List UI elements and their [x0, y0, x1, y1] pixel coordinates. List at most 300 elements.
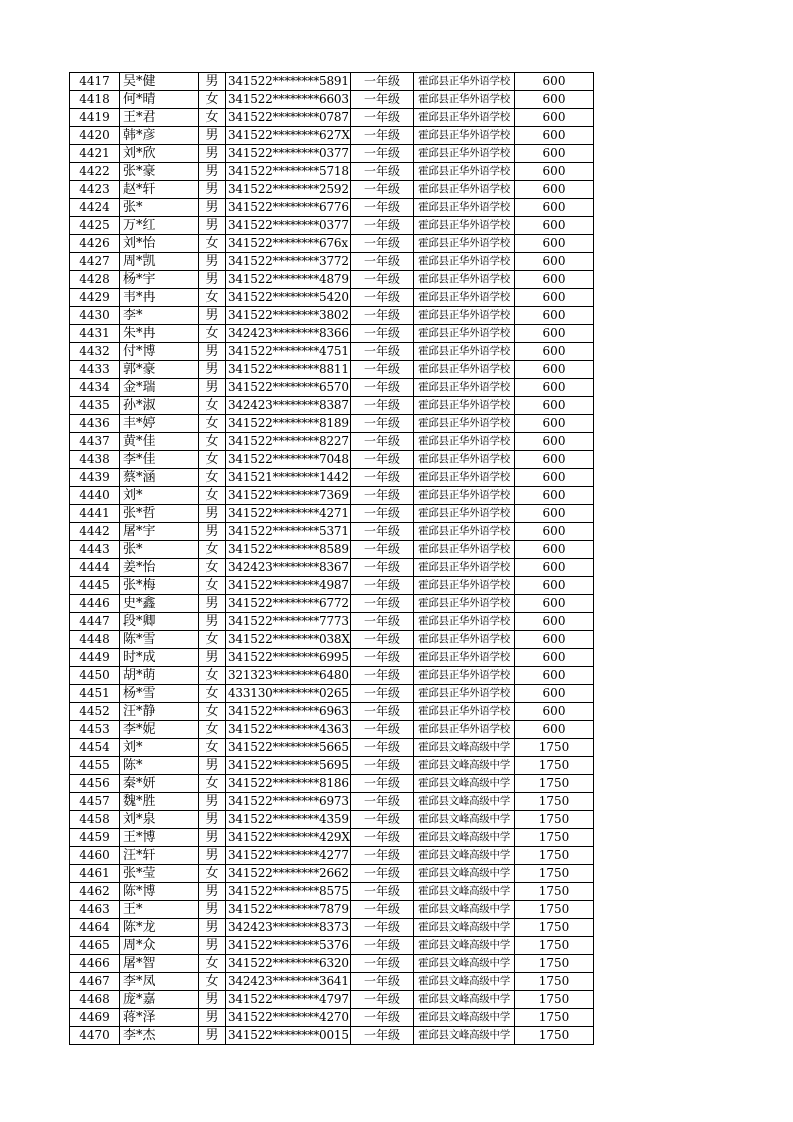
student-name-cell: 史*鑫 — [120, 595, 199, 613]
student-name-cell: 姜*怡 — [120, 559, 199, 577]
grade-cell: 一年级 — [351, 523, 414, 541]
row-number-cell: 4456 — [70, 775, 120, 793]
school-name-cell: 霍邱县正华外语学校 — [414, 523, 515, 541]
student-name-cell: 张*梅 — [120, 577, 199, 595]
gender-cell: 男 — [199, 163, 226, 181]
id-number-cell: 341522********8811 — [226, 361, 351, 379]
subsidy-amount-cell: 600 — [515, 91, 594, 109]
grade-cell: 一年级 — [351, 379, 414, 397]
grade-cell: 一年级 — [351, 235, 414, 253]
id-number-cell: 341522********5891 — [226, 73, 351, 91]
subsidy-amount-cell: 600 — [515, 73, 594, 91]
id-number-cell: 341522********2662 — [226, 865, 351, 883]
grade-cell: 一年级 — [351, 973, 414, 991]
subsidy-amount-cell: 1750 — [515, 955, 594, 973]
table-row — [70, 577, 594, 595]
gender-cell: 男 — [199, 829, 226, 847]
id-number-cell: 341522********5376 — [226, 937, 351, 955]
grade-cell: 一年级 — [351, 901, 414, 919]
table-row — [70, 109, 594, 127]
gender-cell: 女 — [199, 451, 226, 469]
grade-cell: 一年级 — [351, 919, 414, 937]
school-name-cell: 霍邱县正华外语学校 — [414, 379, 515, 397]
id-number-cell: 341522********4277 — [226, 847, 351, 865]
grade-cell: 一年级 — [351, 487, 414, 505]
subsidy-amount-cell: 600 — [515, 379, 594, 397]
table-row — [70, 361, 594, 379]
gender-cell: 男 — [199, 307, 226, 325]
row-number-cell: 4470 — [70, 1027, 120, 1045]
grade-cell: 一年级 — [351, 937, 414, 955]
id-number-cell: 341522********8227 — [226, 433, 351, 451]
table-row — [70, 613, 594, 631]
table-row — [70, 541, 594, 559]
subsidy-amount-cell: 600 — [515, 145, 594, 163]
id-number-cell: 341522********8575 — [226, 883, 351, 901]
id-number-cell: 341522********0787 — [226, 109, 351, 127]
grade-cell: 一年级 — [351, 199, 414, 217]
table-row — [70, 973, 594, 991]
student-name-cell: 秦*妍 — [120, 775, 199, 793]
grade-cell: 一年级 — [351, 649, 414, 667]
row-number-cell: 4450 — [70, 667, 120, 685]
row-number-cell: 4459 — [70, 829, 120, 847]
subsidy-amount-cell: 1750 — [515, 847, 594, 865]
row-number-cell: 4449 — [70, 649, 120, 667]
table-row — [70, 379, 594, 397]
id-number-cell: 341522********6570 — [226, 379, 351, 397]
student-name-cell: 屠*智 — [120, 955, 199, 973]
student-name-cell: 蒋*泽 — [120, 1009, 199, 1027]
grade-cell: 一年级 — [351, 343, 414, 361]
school-name-cell: 霍邱县正华外语学校 — [414, 307, 515, 325]
row-number-cell: 4463 — [70, 901, 120, 919]
id-number-cell: 341522********676x — [226, 235, 351, 253]
student-name-cell: 赵*轩 — [120, 181, 199, 199]
table-row — [70, 631, 594, 649]
student-name-cell: 蔡*涵 — [120, 469, 199, 487]
student-name-cell: 吴*健 — [120, 73, 199, 91]
school-name-cell: 霍邱县正华外语学校 — [414, 415, 515, 433]
subsidy-amount-cell: 600 — [515, 307, 594, 325]
grade-cell: 一年级 — [351, 883, 414, 901]
id-number-cell: 341522********4751 — [226, 343, 351, 361]
student-name-cell: 王*君 — [120, 109, 199, 127]
gender-cell: 女 — [199, 397, 226, 415]
student-name-cell: 黄*佳 — [120, 433, 199, 451]
table-row — [70, 739, 594, 757]
id-number-cell: 341522********4879 — [226, 271, 351, 289]
table-row — [70, 505, 594, 523]
table-row — [70, 523, 594, 541]
subsidy-amount-cell: 600 — [515, 469, 594, 487]
table-row — [70, 649, 594, 667]
school-name-cell: 霍邱县文峰高级中学 — [414, 811, 515, 829]
subsidy-amount-cell: 600 — [515, 235, 594, 253]
id-number-cell: 341522********6320 — [226, 955, 351, 973]
subsidy-amount-cell: 600 — [515, 667, 594, 685]
gender-cell: 女 — [199, 487, 226, 505]
row-number-cell: 4422 — [70, 163, 120, 181]
grade-cell: 一年级 — [351, 793, 414, 811]
student-name-cell: 李*佳 — [120, 451, 199, 469]
id-number-cell: 341522********3772 — [226, 253, 351, 271]
student-name-cell: 杨*雪 — [120, 685, 199, 703]
school-name-cell: 霍邱县文峰高级中学 — [414, 739, 515, 757]
gender-cell: 女 — [199, 91, 226, 109]
subsidy-amount-cell: 600 — [515, 703, 594, 721]
grade-cell: 一年级 — [351, 541, 414, 559]
id-number-cell: 341522********6776 — [226, 199, 351, 217]
row-number-cell: 4429 — [70, 289, 120, 307]
gender-cell: 男 — [199, 811, 226, 829]
school-name-cell: 霍邱县正华外语学校 — [414, 505, 515, 523]
gender-cell: 男 — [199, 991, 226, 1009]
gender-cell: 女 — [199, 577, 226, 595]
id-number-cell: 341521********1442 — [226, 469, 351, 487]
student-name-cell: 张* — [120, 199, 199, 217]
subsidy-amount-cell: 600 — [515, 253, 594, 271]
student-name-cell: 刘* — [120, 739, 199, 757]
gender-cell: 女 — [199, 289, 226, 307]
subsidy-amount-cell: 1750 — [515, 883, 594, 901]
gender-cell: 女 — [199, 469, 226, 487]
school-name-cell: 霍邱县正华外语学校 — [414, 109, 515, 127]
row-number-cell: 4457 — [70, 793, 120, 811]
table-row — [70, 73, 594, 91]
student-name-cell: 万*红 — [120, 217, 199, 235]
row-number-cell: 4445 — [70, 577, 120, 595]
student-name-cell: 王* — [120, 901, 199, 919]
id-number-cell: 342423********8367 — [226, 559, 351, 577]
student-name-cell: 刘*欣 — [120, 145, 199, 163]
school-name-cell: 霍邱县文峰高级中学 — [414, 973, 515, 991]
school-name-cell: 霍邱县文峰高级中学 — [414, 991, 515, 1009]
table-row — [70, 433, 594, 451]
subsidy-amount-cell: 600 — [515, 613, 594, 631]
subsidy-amount-cell: 600 — [515, 631, 594, 649]
school-name-cell: 霍邱县文峰高级中学 — [414, 937, 515, 955]
table-row — [70, 685, 594, 703]
subsidy-amount-cell: 1750 — [515, 937, 594, 955]
gender-cell: 女 — [199, 109, 226, 127]
subsidy-amount-cell: 600 — [515, 217, 594, 235]
gender-cell: 女 — [199, 739, 226, 757]
grade-cell: 一年级 — [351, 109, 414, 127]
grade-cell: 一年级 — [351, 325, 414, 343]
school-name-cell: 霍邱县正华外语学校 — [414, 541, 515, 559]
subsidy-amount-cell: 1750 — [515, 973, 594, 991]
subsidy-amount-cell: 1750 — [515, 793, 594, 811]
row-number-cell: 4427 — [70, 253, 120, 271]
student-name-cell: 李*杰 — [120, 1027, 199, 1045]
grade-cell: 一年级 — [351, 361, 414, 379]
subsidy-amount-cell: 600 — [515, 433, 594, 451]
id-number-cell: 342423********8387 — [226, 397, 351, 415]
school-name-cell: 霍邱县文峰高级中学 — [414, 829, 515, 847]
table-row — [70, 289, 594, 307]
table-row — [70, 235, 594, 253]
gender-cell: 女 — [199, 631, 226, 649]
subsidy-amount-cell: 600 — [515, 685, 594, 703]
grade-cell: 一年级 — [351, 397, 414, 415]
student-name-cell: 刘*怡 — [120, 235, 199, 253]
subsidy-amount-cell: 600 — [515, 523, 594, 541]
student-name-cell: 韩*彦 — [120, 127, 199, 145]
gender-cell: 女 — [199, 667, 226, 685]
table-row — [70, 199, 594, 217]
table-row — [70, 451, 594, 469]
table-row — [70, 811, 594, 829]
school-name-cell: 霍邱县文峰高级中学 — [414, 1009, 515, 1027]
row-number-cell: 4469 — [70, 1009, 120, 1027]
subsidy-amount-cell: 600 — [515, 487, 594, 505]
row-number-cell: 4447 — [70, 613, 120, 631]
grade-cell: 一年级 — [351, 955, 414, 973]
grade-cell: 一年级 — [351, 307, 414, 325]
id-number-cell: 341522********627X — [226, 127, 351, 145]
row-number-cell: 4466 — [70, 955, 120, 973]
table-row — [70, 487, 594, 505]
row-number-cell: 4423 — [70, 181, 120, 199]
row-number-cell: 4446 — [70, 595, 120, 613]
grade-cell: 一年级 — [351, 595, 414, 613]
row-number-cell: 4430 — [70, 307, 120, 325]
subsidy-amount-cell: 600 — [515, 577, 594, 595]
table-row — [70, 325, 594, 343]
table-row — [70, 1027, 594, 1045]
gender-cell: 女 — [199, 685, 226, 703]
school-name-cell: 霍邱县正华外语学校 — [414, 145, 515, 163]
row-number-cell: 4453 — [70, 721, 120, 739]
student-name-cell: 何*晴 — [120, 91, 199, 109]
table-row — [70, 793, 594, 811]
school-name-cell: 霍邱县正华外语学校 — [414, 613, 515, 631]
grade-cell: 一年级 — [351, 667, 414, 685]
id-number-cell: 341522********3802 — [226, 307, 351, 325]
gender-cell: 男 — [199, 649, 226, 667]
grade-cell: 一年级 — [351, 865, 414, 883]
gender-cell: 女 — [199, 559, 226, 577]
table-row — [70, 829, 594, 847]
table-row — [70, 307, 594, 325]
id-number-cell: 341522********4270 — [226, 1009, 351, 1027]
row-number-cell: 4442 — [70, 523, 120, 541]
table-row — [70, 865, 594, 883]
id-number-cell: 341522********4797 — [226, 991, 351, 1009]
row-number-cell: 4467 — [70, 973, 120, 991]
id-number-cell: 341522********5371 — [226, 523, 351, 541]
id-number-cell: 341522********8186 — [226, 775, 351, 793]
grade-cell: 一年级 — [351, 73, 414, 91]
subsidy-amount-cell: 600 — [515, 289, 594, 307]
id-number-cell: 341522********8589 — [226, 541, 351, 559]
student-name-cell: 周*凯 — [120, 253, 199, 271]
table-row — [70, 163, 594, 181]
gender-cell: 男 — [199, 145, 226, 163]
subsidy-amount-cell: 600 — [515, 343, 594, 361]
grade-cell: 一年级 — [351, 829, 414, 847]
table-row — [70, 703, 594, 721]
school-name-cell: 霍邱县正华外语学校 — [414, 235, 515, 253]
grade-cell: 一年级 — [351, 145, 414, 163]
student-name-cell: 韦*冉 — [120, 289, 199, 307]
subsidy-amount-cell: 600 — [515, 559, 594, 577]
subsidy-amount-cell: 600 — [515, 397, 594, 415]
subsidy-amount-cell: 600 — [515, 505, 594, 523]
school-name-cell: 霍邱县正华外语学校 — [414, 685, 515, 703]
school-name-cell: 霍邱县文峰高级中学 — [414, 919, 515, 937]
subsidy-amount-cell: 1750 — [515, 739, 594, 757]
id-number-cell: 341522********4359 — [226, 811, 351, 829]
gender-cell: 男 — [199, 127, 226, 145]
student-name-cell: 李*妮 — [120, 721, 199, 739]
row-number-cell: 4454 — [70, 739, 120, 757]
school-name-cell: 霍邱县文峰高级中学 — [414, 955, 515, 973]
student-name-cell: 时*成 — [120, 649, 199, 667]
gender-cell: 男 — [199, 505, 226, 523]
subsidy-amount-cell: 600 — [515, 127, 594, 145]
row-number-cell: 4417 — [70, 73, 120, 91]
gender-cell: 女 — [199, 973, 226, 991]
id-number-cell: 341522********6772 — [226, 595, 351, 613]
gender-cell: 女 — [199, 865, 226, 883]
table-row — [70, 721, 594, 739]
school-name-cell: 霍邱县正华外语学校 — [414, 253, 515, 271]
row-number-cell: 4452 — [70, 703, 120, 721]
table-row — [70, 1009, 594, 1027]
grade-cell: 一年级 — [351, 181, 414, 199]
row-number-cell: 4418 — [70, 91, 120, 109]
gender-cell: 男 — [199, 217, 226, 235]
student-name-cell: 魏*胜 — [120, 793, 199, 811]
table-row — [70, 271, 594, 289]
id-number-cell: 341522********5718 — [226, 163, 351, 181]
grade-cell: 一年级 — [351, 91, 414, 109]
table-row — [70, 955, 594, 973]
table-row — [70, 415, 594, 433]
grade-cell: 一年级 — [351, 217, 414, 235]
table-row — [70, 667, 594, 685]
row-number-cell: 4443 — [70, 541, 120, 559]
row-number-cell: 4451 — [70, 685, 120, 703]
row-number-cell: 4432 — [70, 343, 120, 361]
student-name-cell: 杨*宇 — [120, 271, 199, 289]
school-name-cell: 霍邱县正华外语学校 — [414, 595, 515, 613]
student-name-cell: 陈*雪 — [120, 631, 199, 649]
id-number-cell: 341522********6603 — [226, 91, 351, 109]
row-number-cell: 4420 — [70, 127, 120, 145]
subsidy-amount-cell: 1750 — [515, 775, 594, 793]
student-name-cell: 周*众 — [120, 937, 199, 955]
student-name-cell: 陈* — [120, 757, 199, 775]
row-number-cell: 4462 — [70, 883, 120, 901]
row-number-cell: 4458 — [70, 811, 120, 829]
table-row — [70, 397, 594, 415]
subsidy-amount-cell: 600 — [515, 271, 594, 289]
id-number-cell: 433130********0265 — [226, 685, 351, 703]
school-name-cell: 霍邱县文峰高级中学 — [414, 775, 515, 793]
table-row — [70, 145, 594, 163]
id-number-cell: 342423********8366 — [226, 325, 351, 343]
school-name-cell: 霍邱县正华外语学校 — [414, 433, 515, 451]
row-number-cell: 4434 — [70, 379, 120, 397]
school-name-cell: 霍邱县正华外语学校 — [414, 73, 515, 91]
table-row — [70, 343, 594, 361]
subsidy-amount-cell: 1750 — [515, 1027, 594, 1045]
id-number-cell: 341522********0015 — [226, 1027, 351, 1045]
gender-cell: 女 — [199, 955, 226, 973]
id-number-cell: 341522********7879 — [226, 901, 351, 919]
gender-cell: 女 — [199, 721, 226, 739]
gender-cell: 男 — [199, 73, 226, 91]
grade-cell: 一年级 — [351, 775, 414, 793]
grade-cell: 一年级 — [351, 163, 414, 181]
student-name-cell: 陈*博 — [120, 883, 199, 901]
id-number-cell: 341522********4987 — [226, 577, 351, 595]
student-name-cell: 屠*宇 — [120, 523, 199, 541]
id-number-cell: 341522********5665 — [226, 739, 351, 757]
school-name-cell: 霍邱县正华外语学校 — [414, 343, 515, 361]
id-number-cell: 341522********7048 — [226, 451, 351, 469]
school-name-cell: 霍邱县正华外语学校 — [414, 361, 515, 379]
gender-cell: 男 — [199, 1027, 226, 1045]
student-name-cell: 李*凤 — [120, 973, 199, 991]
table-row — [70, 559, 594, 577]
gender-cell: 男 — [199, 901, 226, 919]
roster-table-body — [70, 73, 594, 1045]
gender-cell: 男 — [199, 919, 226, 937]
school-name-cell: 霍邱县正华外语学校 — [414, 469, 515, 487]
row-number-cell: 4419 — [70, 109, 120, 127]
school-name-cell: 霍邱县正华外语学校 — [414, 127, 515, 145]
grade-cell: 一年级 — [351, 1027, 414, 1045]
student-name-cell: 刘* — [120, 487, 199, 505]
row-number-cell: 4468 — [70, 991, 120, 1009]
student-name-cell: 孙*淑 — [120, 397, 199, 415]
row-number-cell: 4465 — [70, 937, 120, 955]
school-name-cell: 霍邱县正华外语学校 — [414, 217, 515, 235]
subsidy-amount-cell: 1750 — [515, 829, 594, 847]
gender-cell: 男 — [199, 199, 226, 217]
row-number-cell: 4433 — [70, 361, 120, 379]
school-name-cell: 霍邱县正华外语学校 — [414, 631, 515, 649]
grade-cell: 一年级 — [351, 685, 414, 703]
id-number-cell: 341522********2592 — [226, 181, 351, 199]
student-name-cell: 张*哲 — [120, 505, 199, 523]
subsidy-amount-cell: 1750 — [515, 865, 594, 883]
subsidy-amount-cell: 600 — [515, 595, 594, 613]
id-number-cell: 341522********4271 — [226, 505, 351, 523]
student-name-cell: 汪*轩 — [120, 847, 199, 865]
school-name-cell: 霍邱县正华外语学校 — [414, 199, 515, 217]
gender-cell: 男 — [199, 883, 226, 901]
id-number-cell: 341522********429X — [226, 829, 351, 847]
grade-cell: 一年级 — [351, 613, 414, 631]
grade-cell: 一年级 — [351, 127, 414, 145]
subsidy-amount-cell: 1750 — [515, 901, 594, 919]
table-row — [70, 91, 594, 109]
student-name-cell: 郭*豪 — [120, 361, 199, 379]
school-name-cell: 霍邱县正华外语学校 — [414, 451, 515, 469]
table-row — [70, 253, 594, 271]
table-row — [70, 937, 594, 955]
gender-cell: 男 — [199, 271, 226, 289]
school-name-cell: 霍邱县正华外语学校 — [414, 289, 515, 307]
id-number-cell: 341522********7369 — [226, 487, 351, 505]
gender-cell: 女 — [199, 775, 226, 793]
student-name-cell: 刘*泉 — [120, 811, 199, 829]
